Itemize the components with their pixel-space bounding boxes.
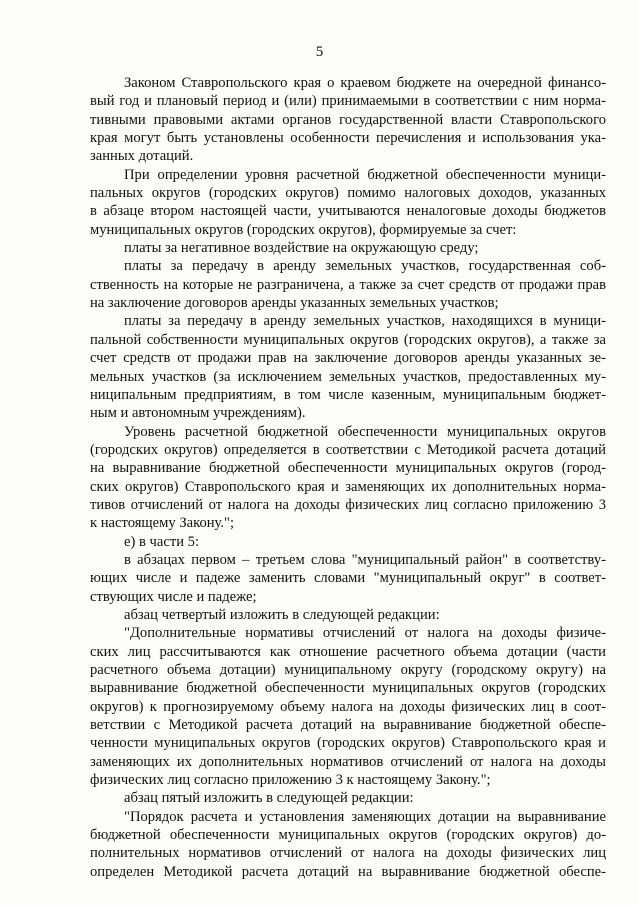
text-line: е) в части 5: <box>124 533 200 550</box>
page-number: 5 <box>315 44 324 60</box>
text-line: на заключение договоров аренды указанных земельных участков; <box>90 295 499 312</box>
text-line: Уровень расчетной бюджетной обеспеченности муниципальных округов <box>124 423 606 440</box>
text-line: ских округов) Ставропольского края и заменяющих их дополнительных норма- <box>90 478 606 495</box>
text-line: мельных участков (за исключением земельных участков, предоставленных му- <box>90 368 606 385</box>
text-line: физических лиц согласно приложению 3 к настоящему Закону."; <box>90 772 491 789</box>
text-line: пальных округов (городских округов) помимо налоговых доходов, указанных <box>90 185 606 202</box>
text-line: абзац четвертый изложить в следующей редакции: <box>124 606 440 623</box>
text-line: ниципальным предприятиям, в том числе казенным, муниципальным бюджет- <box>90 386 606 403</box>
text-line: округов) к прогнозируемому объему налога на доходы физических лиц в соот- <box>90 698 606 715</box>
text-line: ственность на которые не разграничена, а также за счет средств от продажи прав <box>90 276 606 293</box>
text-line: "Порядок расчета и установления заменяющих дотации на выравнивание <box>124 808 606 825</box>
text-line: ветствии с Методикой расчета дотаций на выравнивание бюджетной обеспе- <box>90 717 606 734</box>
text-line: ным и автономным учреждениям). <box>90 405 306 422</box>
text-line: ченности муниципальных округов (городских округов) Ставропольского края и <box>90 735 606 752</box>
text-line: платы за негативное воздействие на окружающую среду; <box>124 240 479 257</box>
text-line: к настоящему Закону."; <box>90 515 235 532</box>
text-line: Законом Ставропольского края о краевом бюджете на очередной финансо- <box>124 75 606 91</box>
text-line: платы за передачу в аренду земельных участков, государственная соб- <box>124 258 606 275</box>
text-line: абзац пятый изложить в следующей редакции: <box>124 790 414 807</box>
text-line: При определении уровня расчетной бюджетной обеспеченности муници- <box>124 166 606 183</box>
text-line: выравнивание бюджетной обеспеченности муниципальных округов (городских <box>90 680 606 697</box>
text-line: определен Методикой расчета дотаций на выравнивание бюджетной обеспе- <box>90 863 606 880</box>
text-line: ющих числе и падеже заменить словами "муниципальный округ" в соответ- <box>90 570 606 587</box>
text-line: "Дополнительные нормативы отчислений от налога на доходы физиче- <box>124 625 606 642</box>
text-line: пальной собственности муниципальных округов (городских округов), а также за <box>90 331 606 348</box>
text-line: тивов отчислений от налога на доходы физических лиц согласно приложению 3 <box>90 496 606 513</box>
text-line: занных дотаций. <box>90 148 194 165</box>
text-line: ствующих числе и падеже; <box>90 588 257 605</box>
text-line: платы за передачу в аренду земельных участков, находящихся в муници- <box>124 313 606 330</box>
text-line: вый год и плановый период и (или) принимаемыми в соответствии с ним норма- <box>90 93 606 110</box>
text-line: края могут быть установлены особенности перечисления и использования ука- <box>90 130 606 147</box>
text-line: полнительных нормативов отчислений от налога на доходы физических лиц <box>90 845 606 862</box>
document-body <box>90 74 606 881</box>
text-line: в абзацах первом – третьем слова "муниципальный район" в соответству- <box>124 551 606 568</box>
text-line: тивными правовыми актами органов государственной власти Ставропольского <box>90 111 606 128</box>
text-line: муниципальных округов (городских округов), формируемые за счет: <box>90 221 517 238</box>
text-line: в абзаце втором настоящей части, учитываются неналоговые доходы бюджетов <box>90 203 606 220</box>
text-line: расчетного объема дотации) муниципальному округу (городскому округу) на <box>90 662 606 678</box>
text-line: заменяющих их дополнительных нормативов отчислений от налога на доходы <box>90 753 606 770</box>
text-line: ских лиц рассчитываются как отношение расчетного объема дотации (части <box>90 643 606 660</box>
text-line: счет средств от продажи прав на заключение договоров аренды указанных зе- <box>90 350 606 367</box>
text-line: бюджетной обеспеченности муниципальных округов (городских округов) до- <box>90 827 606 844</box>
text-line: (городских округов) определяется в соответствии с Методикой расчета дотаций <box>90 441 606 458</box>
text-line: на выравнивание бюджетной обеспеченности муниципальных округов (город- <box>90 460 606 477</box>
